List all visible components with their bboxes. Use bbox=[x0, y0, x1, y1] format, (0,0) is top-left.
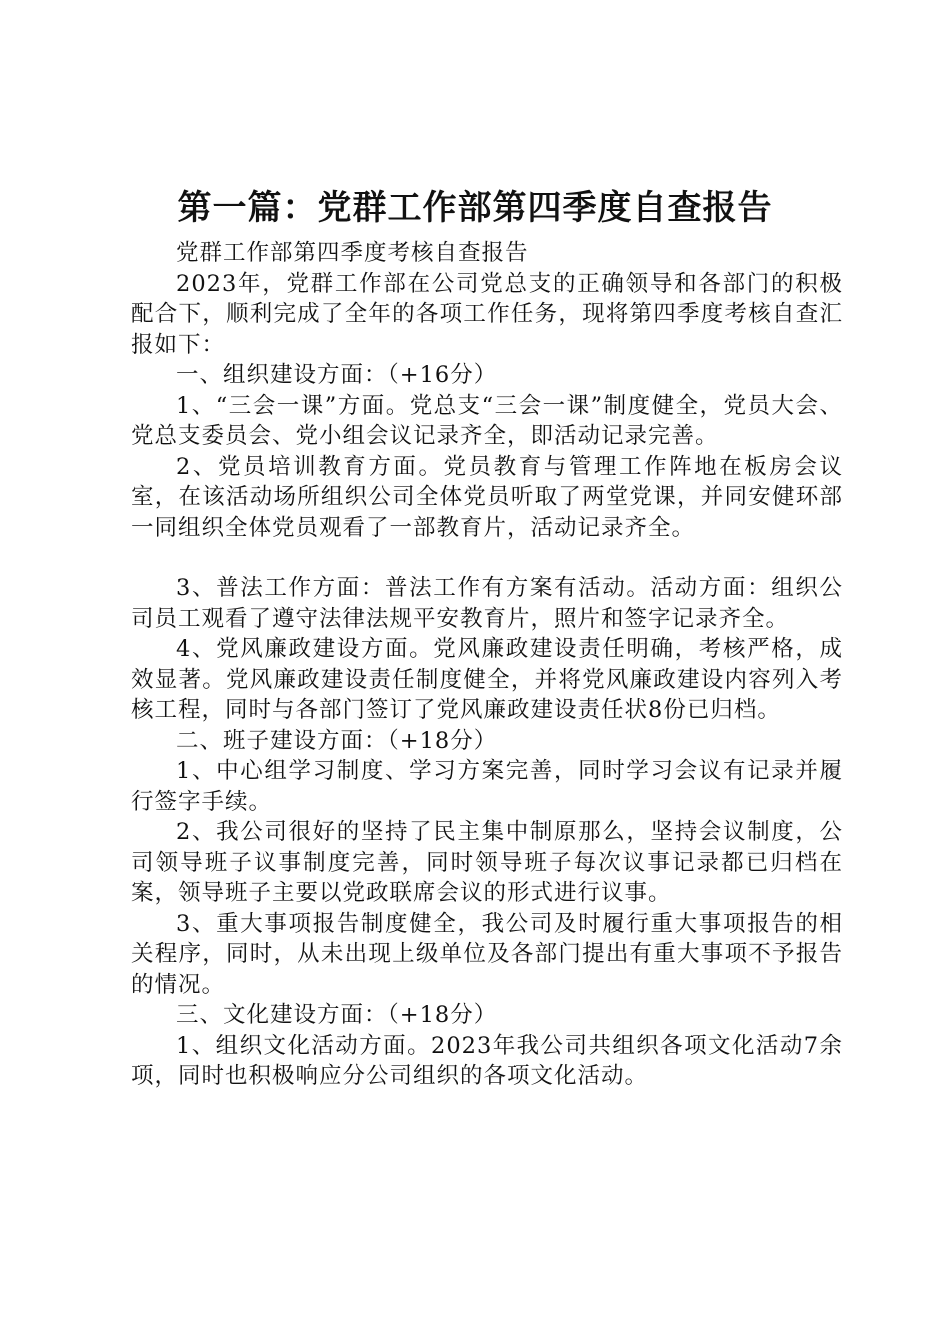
paragraph-study-system: 1、中心组学习制度、学习方案完善，同时学习会议有记录并履行签字手续。 bbox=[131, 758, 843, 815]
intro-paragraph: 2023年，党群工作部在公司党总支的正确领导和各部门的积极配合下，顺利完成了全年的各项工作任务，现将第四季度考核自查汇报如下： bbox=[131, 270, 843, 358]
report-subtitle: 党群工作部第四季度考核自查报告 bbox=[176, 240, 529, 266]
document-body bbox=[131, 238, 843, 1092]
paragraph-integrity: 4、党风廉政建设方面。党风廉政建设责任明确，考核严格，成效显著。党风廉政建设责任制度健全，并将党风廉政建设内容列入考核工程，同时与各部门签订了党风廉政建设责任状8份已归档。 bbox=[131, 636, 843, 723]
paragraph-three-meetings: 1、“三会一课”方面。党总支“三会一课”制度健全，党员大会、党总支委员会、党小组会议记录齐全，即活动记录完善。 bbox=[131, 392, 843, 449]
paragraph-member-training: 2、党员培训教育方面。党员教育与管理工作阵地在板房会议室，在该活动场所组织公司全体党员听取了两堂党课，并同安健环部一同组织全体党员观看了一部教育片，活动记录齐全。 bbox=[131, 453, 843, 541]
document-title: 第一篇：党群工作部第四季度自查报告 bbox=[177, 188, 773, 228]
section-heading-culture: 三、文化建设方面：（+18分） bbox=[176, 1002, 498, 1028]
paragraph-cultural-activities: 1、组织文化活动方面。2023年我公司共组织各项文化活动7余项，同时也积极响应分公司组织的各项文化活动。 bbox=[131, 1032, 843, 1089]
paragraph-law-education: 3、普法工作方面：普法工作有方案有活动。活动方面：组织公司员工观看了遵守法律法规平安教育片，照片和签字记录齐全。 bbox=[131, 575, 843, 632]
paragraph-democratic-centralism: 2、我公司很好的坚持了民主集中制原那么，坚持会议制度，公司领导班子议事制度完善，同时领导班子每次议事记录都已归档在案，领导班子主要以党政联席会议的形式进行议事。 bbox=[131, 819, 843, 906]
section-heading-organization: 一、组织建设方面：（+16分） bbox=[176, 362, 498, 388]
section-heading-leadership: 二、班子建设方面：（+18分） bbox=[176, 727, 498, 754]
paragraph-major-matters: 3、重大事项报告制度健全，我公司及时履行重大事项报告的相关程序，同时，从未出现上级单位及各部门提出有重大事项不予报告的情况。 bbox=[131, 910, 843, 998]
